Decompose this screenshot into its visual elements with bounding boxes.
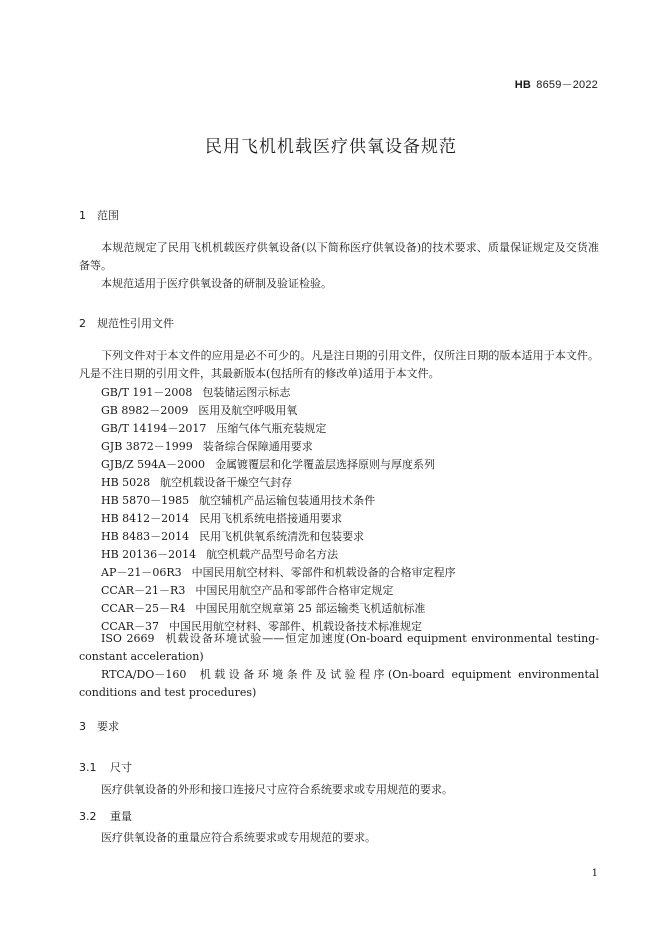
reference-item: ISO 2669 机载设备环境试验——恒定加速度(On-board equipment environmental testing-constant acceleration) [79, 632, 600, 663]
dimensions-paragraph: 医疗供氧设备的外形和接口连接尺寸应符合系统要求或专用规范的要求。 [101, 783, 453, 796]
subsection-3-1-heading [79, 759, 132, 775]
subsection-3-2-heading [79, 808, 132, 824]
section-number: 2 [79, 317, 86, 330]
reference-item: RTCA/DO－160 机载设备环境条件及试验程序(On-board equipment environmental conditions and test procedures) [79, 668, 599, 699]
reference-item: GB/T 14194－2017 压缩气体气瓶充装规定 [101, 422, 327, 435]
reference-item: GJB/Z 594A－2000 金属镀覆层和化学覆盖层选择原则与厚度系列 [101, 458, 436, 471]
section-number: 3 [79, 720, 86, 733]
reference-item: GJB 3872－1999 装备综合保障通用要求 [101, 440, 313, 453]
section-3-heading [79, 718, 119, 734]
subsection-title: 重量 [110, 810, 132, 823]
standard-prefix: HB [514, 79, 531, 91]
subsection-title: 尺寸 [110, 761, 132, 774]
section-1-heading [79, 207, 119, 223]
subsection-number: 3.2 [79, 810, 97, 823]
reference-item: HB 8412－2014 民用飞机系统电搭接通用要求 [101, 512, 343, 525]
reference-item: CCAR－21－R3 中国民用航空产品和零部件合格审定规定 [101, 584, 394, 597]
reference-item: GB/T 191－2008 包装储运图示标志 [101, 386, 291, 399]
references-intro: 下列文件对于本文件的应用是必不可少的。凡是注日期的引用文件，仅所注日期的版本适用于本文件。凡是不注日期的引用文件，其最新版本(包括所有的修改单)适用于本文件。 [79, 349, 599, 380]
page-number: 1 [591, 868, 598, 879]
standard-code: 8659－2022 [536, 79, 598, 91]
reference-item: AP－21－06R3 中国民用航空材料、零部件和机载设备的合格审定程序 [101, 566, 456, 579]
document-title: 民用飞机机载医疗供氧设备规范 [205, 137, 457, 157]
subsection-number: 3.1 [79, 761, 97, 774]
scope-paragraph-1: 本规范规定了民用飞机机载医疗供氧设备(以下简称医疗供氧设备)的技术要求、质量保证规定及交货准备等。 [79, 241, 599, 272]
reference-item: HB 8483－2014 民用飞机供氧系统清洗和包装要求 [101, 530, 365, 543]
section-number: 1 [79, 209, 86, 222]
section-2-heading [79, 315, 174, 331]
reference-item: GB 8982－2009 医用及航空呼吸用氧 [101, 404, 298, 417]
reference-item: CCAR－25－R4 中国民用航空规章第 25 部运输类飞机适航标准 [101, 602, 426, 615]
reference-item: HB 5870－1985 航空辅机产品运输包装通用技术条件 [101, 494, 376, 507]
reference-item: HB 20136－2014 航空机载产品型号命名方法 [101, 548, 339, 561]
scope-paragraph-2: 本规范适用于医疗供氧设备的研制及验证检验。 [101, 277, 332, 290]
reference-item: HB 5028 航空机载设备干燥空气封存 [101, 476, 293, 489]
standard-number [515, 76, 598, 92]
section-title: 要求 [97, 720, 119, 733]
section-title: 规范性引用文件 [97, 317, 174, 330]
weight-paragraph: 医疗供氧设备的重量应符合系统要求或专用规范的要求。 [101, 831, 376, 844]
reference-item: CCAR－37 中国民用航空材料、零部件、机载设备技术标准规定 [101, 620, 423, 633]
section-title: 范围 [97, 209, 119, 222]
